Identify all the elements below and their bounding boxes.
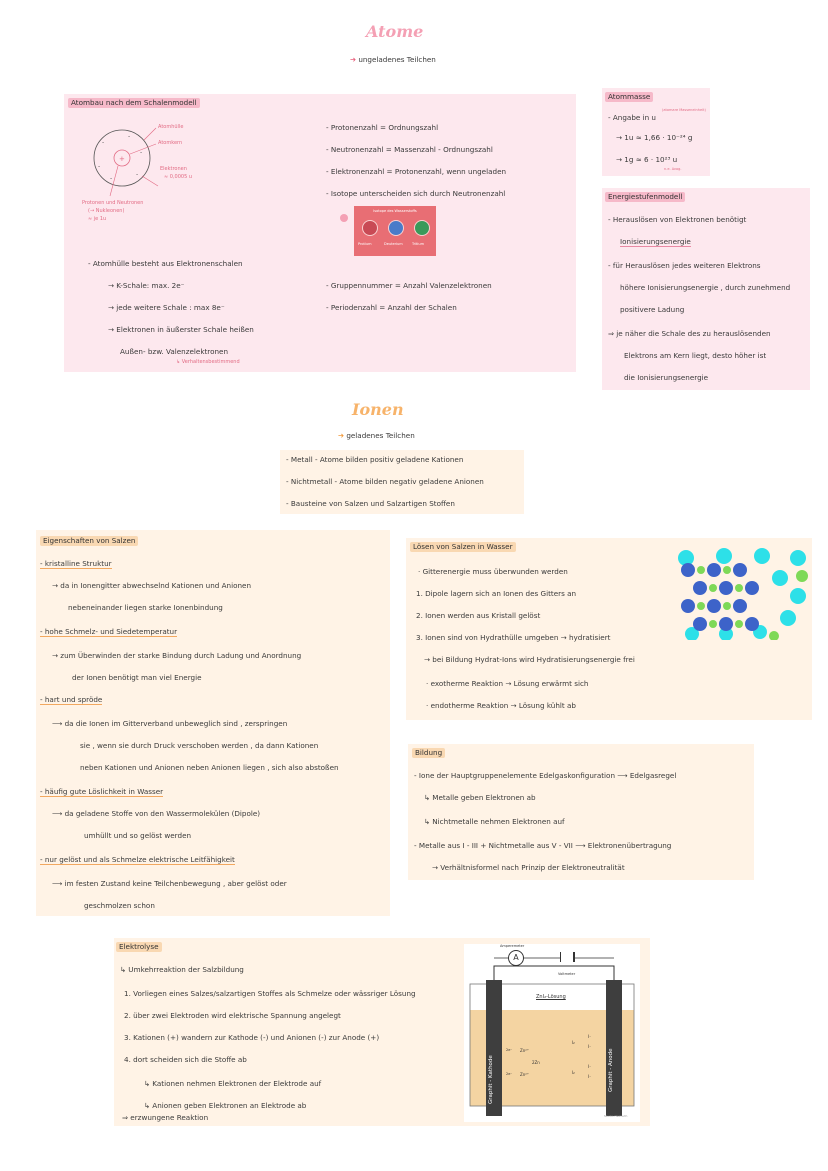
bildung-panel	[408, 744, 754, 880]
battery-icon	[560, 952, 575, 962]
rp-1: - Neutronenzahl = Massenzahl - Ordnungszahl	[326, 145, 493, 154]
atommasse-heading: Atommasse	[605, 92, 653, 102]
bildung-line-3: - Metalle aus I - III + Nichtmetalle aus V - VII ⟶ Elektronenübertragung	[414, 841, 672, 850]
salze-line-14: ⟶ im festen Zustand keine Teilchenbewegung , aber gelöst oder	[52, 879, 287, 888]
ionen-panel	[280, 450, 524, 514]
label-atomhuelle: Atomhülle	[158, 124, 184, 130]
svg-text:-: -	[98, 163, 101, 170]
label-atomkern: Atomkern	[158, 140, 183, 146]
ionen-line-0: - Metall - Atome bilden positiv geladene Kationen	[286, 455, 464, 464]
schalenmodell-panel	[64, 94, 576, 372]
iodide-4: I⁻	[588, 1074, 592, 1079]
energiestufen-panel	[602, 188, 810, 390]
zn-mid-label: 2Zn	[532, 1060, 540, 1065]
tritium-atom-icon	[414, 220, 430, 236]
zn-ion-2: Zn²⁺	[520, 1072, 529, 1077]
ionen-title: Ionen	[352, 400, 404, 419]
isotope-label-2: Tritium	[412, 242, 425, 246]
svg-text:-: -	[102, 139, 105, 146]
anode-label: Graphit - Anode	[608, 1048, 614, 1092]
salze-heading: Eigenschaften von Salzen	[40, 536, 138, 546]
lp-5: ↳ Verhaltensbestimmend	[176, 359, 240, 365]
loesen-line-4: → bei Bildung Hydrat-Ions wird Hydratisierungsenergie frei	[424, 655, 635, 664]
ely-line-5: ↳ Kationen nehmen Elektronen der Elektrode auf	[144, 1079, 322, 1088]
salze-line-2: nebeneinander liegen starke Ionenbindung	[68, 603, 223, 612]
svg-text:-: -	[128, 133, 131, 140]
salze-line-13: - nur gelöst und als Schmelze elektrische Leitfähigkeit	[40, 855, 235, 864]
bildung-line-1: ↳ Metalle geben Elektronen ab	[424, 793, 536, 802]
e2-label-2: 2e⁻	[506, 1072, 513, 1076]
atome-title: Atome	[366, 22, 424, 41]
iodide-1: I⁻	[588, 1034, 592, 1039]
salze-line-9: neben Kationen und Anionen neben Anionen liegen , sich also abstoßen	[80, 763, 339, 772]
iodine-1: I₂	[572, 1040, 575, 1045]
bildung-heading: Bildung	[412, 748, 445, 758]
amperemeter-label: Amperemeter	[500, 944, 525, 948]
salze-panel	[36, 530, 390, 916]
ely-line-6: ↳ Anionen geben Elektronen an Elektrode ab	[144, 1101, 307, 1110]
ely-line-7: ⇒ erzwungene Reaktion	[122, 1113, 209, 1122]
ionen-line-2: - Bausteine von Salzen und Salzartigen Stoffen	[286, 499, 455, 508]
atommasse-line-2: → 1g ≈ 6 · 10²³ u	[616, 155, 678, 164]
atome-subtitle: ➔ ungeladenes Teilchen	[350, 55, 436, 64]
atommasse-panel	[602, 88, 710, 176]
e2-label-1: 2e⁻	[506, 1048, 513, 1052]
es-line-5: ⇒ je näher die Schale des zu herauslösenden	[608, 329, 771, 338]
protium-atom-icon	[362, 220, 378, 236]
lp-3: → Elektronen in äußerster Schale heißen	[108, 325, 254, 334]
energiestufen-heading: Energiestufenmodell	[605, 192, 685, 202]
bildung-line-0: - Ione der Hauptgruppenelemente Edelgaskonfiguration ⟶ Edelgasregel	[414, 771, 677, 780]
lp-4: Außen- bzw. Valenzelektronen	[120, 347, 229, 356]
salze-line-4: → zum Überwinden der starke Bindung durch Ladung und Anordnung	[52, 651, 302, 660]
zn-ion-1: Zn²⁺	[520, 1048, 529, 1053]
ionen-subtitle: ➔ geladenes Teilchen	[338, 431, 415, 440]
loesen-line-2: 2. Ionen werden aus Kristall gelöst	[416, 611, 541, 620]
es-line-4: positivere Ladung	[620, 305, 685, 314]
es-line-1: Ionisierungsenergie	[620, 237, 691, 246]
rp2-1: - Periodenzahl = Anzahl der Schalen	[326, 303, 457, 312]
atommasse-line-1: → 1u ≈ 1,66 · 10⁻²⁴ g	[616, 133, 693, 142]
label-elektronen: Elektronen	[160, 166, 187, 172]
rp-0: - Protonenzahl = Ordnungszahl	[326, 123, 439, 132]
lp-1: → K-Schale: max. 2e⁻	[108, 281, 185, 290]
rp2-0: - Gruppennummer = Anzahl Valenzelektronen	[326, 281, 492, 290]
isotope-title: Isotope des Wasserstoffs	[373, 209, 417, 213]
ely-line-1: 1. Vorliegen eines Salzes/salzartigen Stoffes als Schmelze oder wässriger Lösung	[124, 989, 416, 998]
salze-line-6: - hart und spröde	[40, 695, 103, 704]
label-elektronen-masse: ≈ 0,0005 u	[164, 174, 193, 180]
loesen-panel	[406, 538, 812, 720]
es-line-2: - für Herauslösen jedes weiteren Elektrons	[608, 261, 761, 270]
svg-text:-: -	[110, 175, 113, 182]
salze-line-8: sie , wenn sie durch Druck verschoben werden , da dann Kationen	[80, 741, 319, 750]
svg-text:-: -	[140, 149, 143, 156]
atommasse-note-1: (atomare Masseneinheit)	[662, 108, 706, 112]
kathode-electrode	[486, 980, 502, 1116]
atommasse-line-0: - Angabe in u	[608, 113, 656, 122]
isotope-image	[354, 206, 436, 256]
loesen-line-3: 3. Ionen sind von Hydrathülle umgeben → hydratisiert	[416, 633, 611, 642]
salze-line-10: - häufig gute Löslichkeit in Wasser	[40, 787, 164, 796]
es-line-6: Elektrons am Kern liegt, desto höher ist	[624, 351, 767, 360]
loesen-heading: Lösen von Salzen in Wasser	[410, 542, 516, 552]
svg-text:-: -	[136, 171, 139, 178]
kathode-label: Graphit - Kathode	[488, 1055, 494, 1104]
image-credit: Studio Helmuth	[604, 1114, 628, 1118]
elektrolyse-heading: Elektrolyse	[116, 942, 162, 952]
bildung-line-4: → Verhältnisformel nach Prinzip der Elektroneutralität	[432, 863, 625, 872]
label-nukleonen-1: Protonen und Neutronen	[82, 200, 144, 206]
salze-line-1: → da in Ionengitter abwechselnd Kationen und Anionen	[52, 581, 252, 590]
loesen-line-0: · Gitterenergie muss überwunden werden	[418, 567, 568, 576]
loesen-line-6: · endotherme Reaktion → Lösung kühlt ab	[426, 701, 576, 710]
es-line-7: die Ionisierungsenergie	[624, 373, 709, 382]
es-line-3: höhere Ionisierungsenergie , durch zunehmend	[620, 283, 791, 292]
loesung-label: ZnI₂-Lösung	[536, 994, 566, 1000]
iodine-2: I₂	[572, 1070, 575, 1075]
loesen-line-5: · exotherme Reaktion → Lösung erwärmt sich	[426, 679, 589, 688]
salze-line-7: ⟶ da die Ionen im Gitterverband unbeweglich sind , zerspringen	[52, 719, 288, 728]
salze-line-3: - hohe Schmelz- und Siedetemperatur	[40, 627, 178, 636]
bildung-line-2: ↳ Nichtmetalle nehmen Elektronen auf	[424, 817, 565, 826]
ionen-line-1: - Nichtmetall - Atome bilden negativ geladene Anionen	[286, 477, 484, 486]
isotope-label-1: Deuterium	[384, 242, 403, 246]
salze-line-15: geschmolzen schon	[84, 901, 155, 910]
loesen-line-1: 1. Dipole lagern sich an Ionen des Gitters an	[416, 589, 577, 598]
deuterium-atom-icon	[388, 220, 404, 236]
arrow-bullet-icon	[340, 214, 348, 222]
elektrolyse-panel	[114, 938, 650, 1126]
rp-3: - Isotope unterscheiden sich durch Neutronenzahl	[326, 189, 506, 198]
salze-line-12: umhüllt und so gelöst werden	[84, 831, 192, 840]
anode-electrode	[606, 980, 622, 1116]
svg-text:+: +	[119, 155, 125, 163]
schalenmodell-heading: Atombau nach dem Schalenmodell	[68, 98, 200, 108]
isotope-label-0: Protium	[358, 242, 372, 246]
lp-0: - Atomhülle besteht aus Elektronenschalen	[88, 259, 243, 268]
lp-2: → jede weitere Schale : max 8e⁻	[108, 303, 225, 312]
es-line-0: - Herauslösen von Elektronen benötigt	[608, 215, 747, 224]
rp-2: - Elektronenzahl = Protonenzahl, wenn ungeladen	[326, 167, 507, 176]
salze-line-5: der Ionen benötigt man viel Energie	[72, 673, 202, 682]
ely-line-3: 3. Kationen (+) wandern zur Kathode (-) und Anionen (-) zur Anode (+)	[124, 1033, 380, 1042]
ely-line-0: ↳ Umkehrreaktion der Salzbildung	[120, 965, 244, 974]
label-nukleonen-2: (→ Nukleonen)	[88, 208, 125, 214]
iodide-2: I⁻	[588, 1044, 592, 1049]
iodide-3: I⁻	[588, 1064, 592, 1069]
label-nukleonen-3: ≈ je 1u	[88, 216, 107, 222]
atommasse-note-2: n.e. Avog.	[664, 167, 682, 171]
ionengitter-image	[670, 544, 810, 640]
salze-line-0: - kristalline Struktur	[40, 559, 112, 568]
salze-line-11: ⟶ da geladene Stoffe von den Wassermolekülen (Dipole)	[52, 809, 261, 818]
voltmeter-label: Voltmeter	[558, 972, 576, 976]
amperemeter-icon: A	[508, 950, 524, 966]
ely-line-4: 4. dort scheiden sich die Stoffe ab	[124, 1055, 247, 1064]
ely-line-2: 2. über zwei Elektroden wird elektrische Spannung angelegt	[124, 1011, 341, 1020]
elektrolyse-apparatus	[464, 944, 640, 1122]
